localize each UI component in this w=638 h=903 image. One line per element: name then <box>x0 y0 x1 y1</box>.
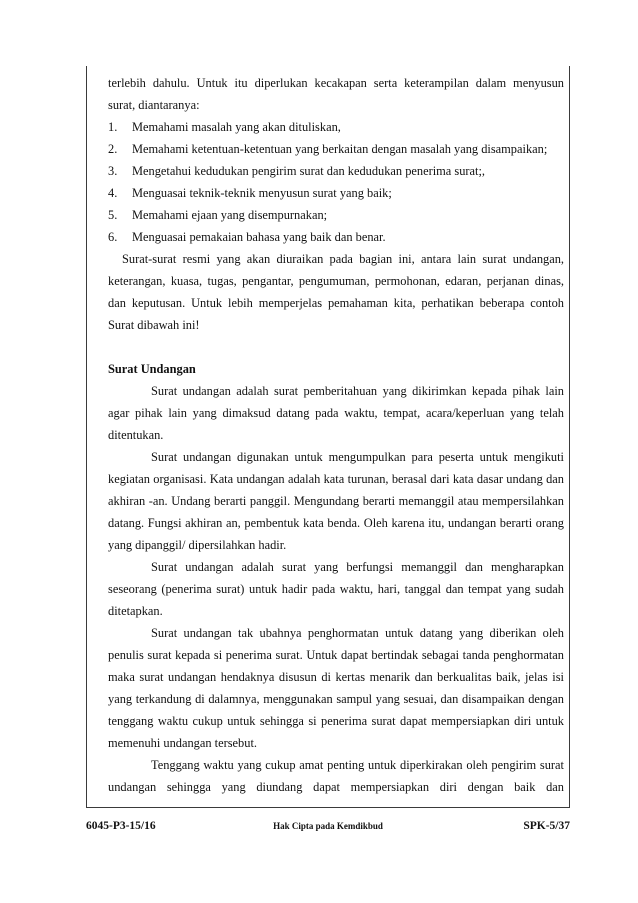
paragraph: Tenggang waktu yang cukup amat penting untuk diperkirakan oleh pengirim surat undangan sehingga yang diundang dapat mempersiapkan diri dengan baik dan <box>108 758 564 794</box>
list-item <box>108 116 564 138</box>
paragraph: Surat undangan adalah surat yang berfungsi memanggil dan mengharapkan seseorang (penerima surat) untuk hadir pada waktu, hari, tanggal dan tempat yang sudah ditetapkan. <box>108 560 564 618</box>
list-number: 2. <box>108 142 118 156</box>
page-footer <box>86 820 570 840</box>
list-text: Mengetahui kedudukan pengirim surat dan kedudukan penerima surat;, <box>132 164 486 178</box>
page-number: SPK-5/37 <box>523 820 570 832</box>
paragraph: Surat undangan tak ubahnya penghormatan untuk datang yang diberikan oleh penulis surat kepada si penerima surat. Untuk dapat bertindak sebagai tanda penghormatan maka surat undangan hendaknya disusun di kertas menarik dan berkualitas baik, jelas isi yang terkandung di dalamnya, menggunakan sampul yang sesuai, dan disampaikan dengan tenggang waktu cukup untuk sehingga si penerima surat dapat mempersiapkan diri untuk memenuhi undangan tersebut. <box>108 626 564 750</box>
list-item <box>108 138 564 160</box>
document-body <box>108 72 564 798</box>
list-number: 6. <box>108 230 118 244</box>
list-text: Memahami ketentuan-ketentuan yang berkaitan dengan masalah yang disampaikan; <box>132 142 548 156</box>
list-number: 3. <box>108 164 118 178</box>
list-item <box>108 160 564 182</box>
list-item <box>108 204 564 226</box>
paragraph: Surat undangan digunakan untuk mengumpulkan para peserta untuk mengikuti kegiatan organisasi. Kata undangan adalah kata turunan, berasal dari kata dasar undang dan akhiran -an. Undang berarti panggil. Mengundang berarti memanggil atau mempersilahkan datang. Fungsi akhiran an, pembentuk kata benda. Oleh karena itu, undangan berarti orang yang dipanggil/ dipersilahkan hadir. <box>108 450 564 552</box>
list-text: Menguasai pemakaian bahasa yang baik dan benar. <box>132 230 386 244</box>
section-heading: Surat Undangan <box>108 362 196 376</box>
paragraph: Surat undangan adalah surat pemberitahuan yang dikirimkan kepada pihak lain agar pihak lain yang dimaksud datang pada waktu, tempat, acara/keperluan yang telah ditentukan. <box>108 384 564 442</box>
list-text: Memahami ejaan yang disempurnakan; <box>132 208 328 222</box>
list-item <box>108 226 564 248</box>
copyright-notice: Hak Cipta pada Kemdikbud <box>273 821 383 831</box>
intro-line-2: surat, diantaranya: <box>108 98 200 112</box>
list-number: 4. <box>108 186 118 200</box>
paragraph-surat-resmi: Surat-surat resmi yang akan diuraikan pada bagian ini, antara lain surat undangan, keterangan, kuasa, tugas, pengantar, pengumuman, permohonan, edaran, perjanan dinas, dan keputusan. Untuk lebih memperjelas pemahaman kita, perhatikan beberapa contoh Surat dibawah ini! <box>108 252 564 332</box>
list-number: 5. <box>108 208 118 222</box>
document-code: 6045-P3-15/16 <box>86 820 156 832</box>
list-text: Memahami masalah yang akan dituliskan, <box>132 120 341 134</box>
requirements-list <box>108 116 564 248</box>
intro-line-1: terlebih dahulu. Untuk itu diperlukan kecakapan serta keterampilan dalam menyusun <box>108 76 564 90</box>
list-item <box>108 182 564 204</box>
list-text: Menguasai teknik-teknik menyusun surat yang baik; <box>132 186 392 200</box>
list-number: 1. <box>108 120 118 134</box>
